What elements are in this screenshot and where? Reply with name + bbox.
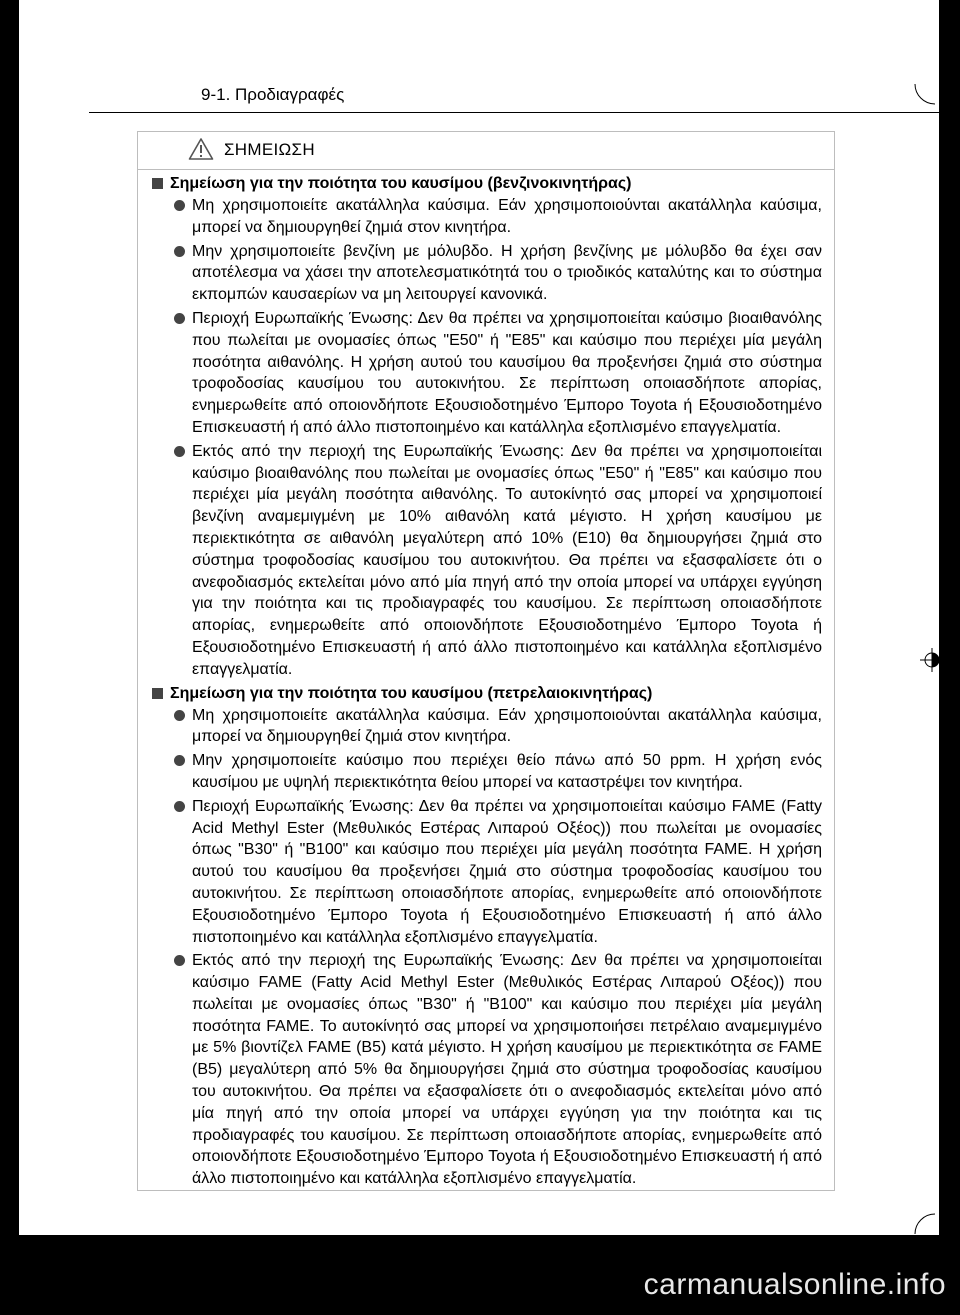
warning-triangle-icon — [188, 137, 214, 161]
crop-mark-icon — [913, 1212, 939, 1238]
bullet-text: Μην χρησιμοποιείτε βενζίνη με μόλυβδο. Η χρήση βενζίνης με μόλυβδο θα έχει σαν αποτέλεσμα να χάσει την αποτελεσματικότητά του ο τριοδικός καταλύτης και το σύστημα εκπομπών καυσαερίων να μη λειτουργεί κανονικά. — [192, 242, 822, 304]
bullet-text: Μη χρησιμοποιείτε ακατάλληλα καύσιμα. Εάν χρησιμοποιούνται ακατάλληλα καύσιμα, μπορεί να δημιουργηθεί ζημιά στον κινητήρα. — [192, 706, 822, 746]
manual-page — [19, 0, 939, 1235]
circle-bullet-icon — [174, 313, 185, 324]
section-heading-text: Σημείωση για την ποιότητα του καυσίμου (βενζινοκινητήρας) — [170, 175, 632, 192]
bullet-item — [138, 750, 834, 794]
circle-bullet-icon — [174, 801, 185, 812]
bullet-text: Εκτός από την περιοχή της Ευρωπαϊκής Ένωσης: Δεν θα πρέπει να χρησιμοποιείται καύσιμο FAME (Fatty Acid Methyl Ester (Μεθυλικός Εστέρας Λιπαρού Οξέος)) που πωλείται με ονομασίες όπως "B30" ή "B100" και καύσιμο που περιέχει μία μεγάλη ποσότητα FAME. Το αυτοκίνητό σας μπορεί να χρησιμοποιήσει πετρέλαιο αναμεμιγμένο με 5% βιοντίζελ FAME (B5) κατά μέγιστο. Η χρήση καυσίμου με περιεκτικότητα σε FAME (B5) μεγαλύτερη από 5% θα δημιουργήσει ζημιά στο σύστημα τροφοδοσίας καυσίμου του αυτοκινήτου. Θα πρέπει να εξασφαλίσετε ότι ο ανεφοδιασμός εκτελείται μόνο από μία πηγή από την οποία μπορεί να υπάρχει εγγύηση για την ποιότητα και τις προδιαγραφές του καυσίμου. Σε περίπτωση οποιασδήποτε απορίας, ενημερωθείτε από οποιονδήποτε Εξουσιοδοτημένο Έμπορο Toyota ή Εξουσιοδοτημένο Επισκευαστή ή από άλλο πιστοποιημένο και κατάλληλα εξοπλισμένο επαγγελματία. — [192, 952, 822, 1188]
section-heading — [138, 173, 834, 195]
square-bullet-icon — [152, 688, 163, 699]
header-divider — [89, 112, 939, 113]
circle-bullet-icon — [174, 955, 185, 966]
section-heading-text: Σημείωση για την ποιότητα του καυσίμου (πετρελαιοκινητήρας) — [170, 684, 653, 702]
bullet-item — [138, 195, 834, 239]
circle-bullet-icon — [174, 200, 185, 211]
bullet-item — [138, 705, 834, 749]
bullet-text: Περιοχή Ευρωπαϊκής Ένωσης: Δεν θα πρέπει να χρησιμοποιείται καύσιμο FAME (Fatty Acid Methyl Ester (Μεθυλικός Εστέρας Λιπαρού Οξέος)) που πωλείται με ονομασίες όπως "B30" ή "B100" και καύσιμο που περιέχει μία μεγάλη ποσότητα FAME. Η χρήση αυτού του καυσίμου θα προξενήσει ζημιά στο σύστημα τροφοδοσίας καυσίμου του αυτοκινήτου. Σε περίπτωση οποιασδήποτε απορίας, ενημερωθείτε από οποιονδήποτε Εξουσιοδοτημένο Έμπορο Toyota ή Εξουσιοδοτημένο Επισκευαστή ή από άλλο πιστοποιημένο και κατάλληλα εξοπλισμένο επαγγελματία. — [192, 797, 822, 946]
square-bullet-icon — [152, 178, 163, 189]
note-title-row — [138, 132, 834, 170]
registration-mark-icon — [920, 648, 944, 672]
bullet-item — [138, 950, 834, 1190]
bullet-item — [138, 308, 834, 439]
note-content — [138, 172, 834, 1192]
bullet-text: Περιοχή Ευρωπαϊκής Ένωσης: Δεν θα πρέπει να χρησιμοποιείται καύσιμο βιοαιθανόλης που πωλείται με ονομασίες όπως "E50" ή "E85" και καύσιμο που περιέχει μία μεγάλη ποσότητα αιθανόλης. Η χρήση αυτού του καυσίμου θα προξενήσει ζημιά στο σύστημα τροφοδοσίας καυσίμου του αυτοκινήτου. Σε περίπτωση οποιασδήποτε απορίας, ενημερωθείτε από οποιονδήποτε Εξουσιοδοτημένο Έμπορο Toyota ή Εξουσιοδοτημένο Επισκευαστή ή από άλλο πιστοποιημένο και κατάλληλα εξοπλισμένο επαγγελματία. — [192, 309, 822, 436]
bullet-text: Μην χρησιμοποιείτε καύσιμο που περιέχει θείο πάνω από 50 ppm. Η χρήση ενός καυσίμου με υψηλή περιεκτικότητα θείου μπορεί να καταστρέψει τον κινητήρα. — [192, 752, 822, 791]
bullet-text: Εκτός από την περιοχή της Ευρωπαϊκής Ένωσης: Δεν θα πρέπει να χρησιμοποιείται καύσιμο βιοαιθανόλης που πωλείται με ονομασίες όπως "E50" ή "E85" και καύσιμο που περιέχει μία μεγάλη ποσότητα αιθανόλης. Το αυτοκίνητό σας μπορεί να χρησιμοποιεί βενζίνη αναμεμιγμένη με 10% αιθανόλη κατά μέγιστο. Η χρήση καυσίμου με περιεκτικότητα σε αιθανόλη μεγαλύτερη από 10% (E10) θα δημιουργήσει ζημιά στο σύστημα τροφοδοσίας καυσίμου του αυτοκινήτου. Θα πρέπει να εξασφαλίσετε ότι ο ανεφοδιασμός εκτελείται μόνο από μία πηγή από την οποία μπορεί να υπάρχει εγγύηση για την ποιότητα και τις προδιαγραφές του καυσίμου. Σε περίπτωση οποιασδήποτε απορίας, ενημερωθείτε από οποιονδήποτε Εξουσιοδοτημένο Έμπορο Toyota ή Εξουσιοδοτημένο Επισκευαστή ή από άλλο πιστοποιημένο και κατάλληλα εξοπλισμένο επαγγελματία. — [192, 442, 822, 678]
crop-mark-icon — [913, 82, 939, 108]
bullet-item — [138, 796, 834, 949]
circle-bullet-icon — [174, 710, 185, 721]
circle-bullet-icon — [174, 246, 185, 257]
section-header: 9-1. Προδιαγραφές — [201, 85, 345, 104]
watermark: carmanualsonline.info — [643, 1268, 946, 1301]
circle-bullet-icon — [174, 755, 185, 766]
bullet-item — [138, 441, 834, 681]
bullet-item — [138, 241, 834, 306]
note-title: ΣΗΜΕΙΩΣΗ — [224, 140, 315, 159]
bullet-text: Μη χρησιμοποιείτε ακατάλληλα καύσιμα. Εάν χρησιμοποιούνται ακατάλληλα καύσιμα, μπορεί να δημιουργηθεί ζημιά στον κινητήρα. — [192, 197, 822, 236]
note-box — [137, 131, 835, 1191]
circle-bullet-icon — [174, 446, 185, 457]
section-heading — [138, 683, 834, 705]
